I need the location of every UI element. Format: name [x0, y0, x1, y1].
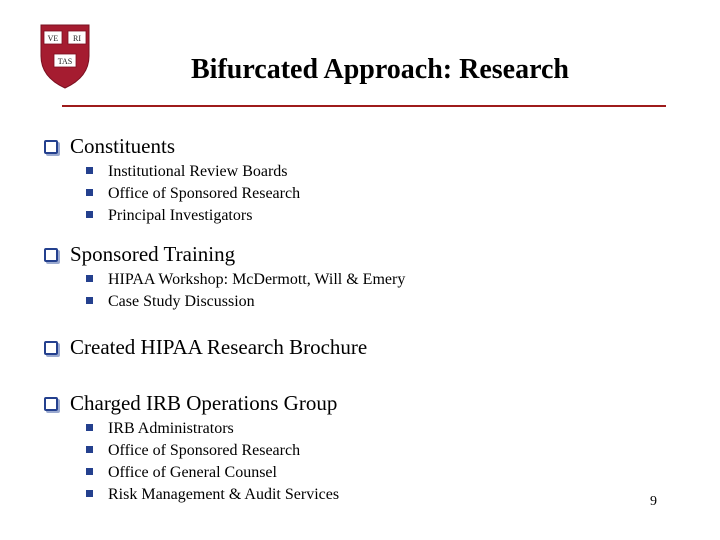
square-bullet-icon [86, 468, 93, 475]
section-heading [44, 335, 367, 359]
section-irb-operations [44, 391, 339, 506]
list-item: Principal Investigators [86, 205, 300, 227]
page-number: 9 [650, 494, 657, 509]
veritas-part-3: TAS [57, 57, 73, 66]
checkbox-bullet-icon [44, 397, 58, 411]
list-item: Office of General Counsel [86, 462, 339, 484]
list-item: HIPAA Workshop: McDermott, Will & Emery [86, 269, 405, 291]
section-heading-text: Sponsored Training [70, 242, 236, 266]
list-item: Risk Management & Audit Services [86, 484, 339, 506]
section-heading [44, 391, 339, 415]
book-left [44, 31, 62, 44]
list-item: Institutional Review Boards [86, 161, 300, 183]
sub-list [44, 269, 405, 313]
list-item: Case Study Discussion [86, 291, 405, 313]
square-bullet-icon [86, 297, 93, 304]
square-bullet-icon [86, 446, 93, 453]
section-heading [44, 134, 300, 158]
section-sponsored-training [44, 242, 405, 313]
section-brochure [44, 335, 367, 359]
square-bullet-icon [86, 424, 93, 431]
section-heading-text: Created HIPAA Research Brochure [70, 335, 368, 359]
book-bottom [54, 54, 76, 67]
section-constituents [44, 134, 300, 227]
title-divider [62, 105, 666, 107]
checkbox-bullet-icon [44, 140, 58, 154]
section-heading [44, 242, 405, 266]
veritas-part-1: VE [47, 34, 59, 43]
section-heading-text: Charged IRB Operations Group [70, 391, 338, 415]
veritas-part-2: RI [73, 34, 81, 43]
list-item: Office of Sponsored Research [86, 183, 300, 205]
square-bullet-icon [86, 189, 93, 196]
book-right [68, 31, 86, 44]
section-heading-text: Constituents [70, 134, 176, 158]
slide-title: Bifurcated Approach: Research [191, 54, 569, 85]
list-item: Office of Sponsored Research [86, 440, 339, 462]
sub-list [44, 418, 339, 506]
checkbox-bullet-icon [44, 341, 58, 355]
list-item: IRB Administrators [86, 418, 339, 440]
square-bullet-icon [86, 275, 93, 282]
square-bullet-icon [86, 167, 93, 174]
checkbox-bullet-icon [44, 248, 58, 262]
square-bullet-icon [86, 211, 93, 218]
harvard-shield-logo [38, 22, 92, 90]
square-bullet-icon [86, 490, 93, 497]
sub-list [44, 161, 300, 227]
